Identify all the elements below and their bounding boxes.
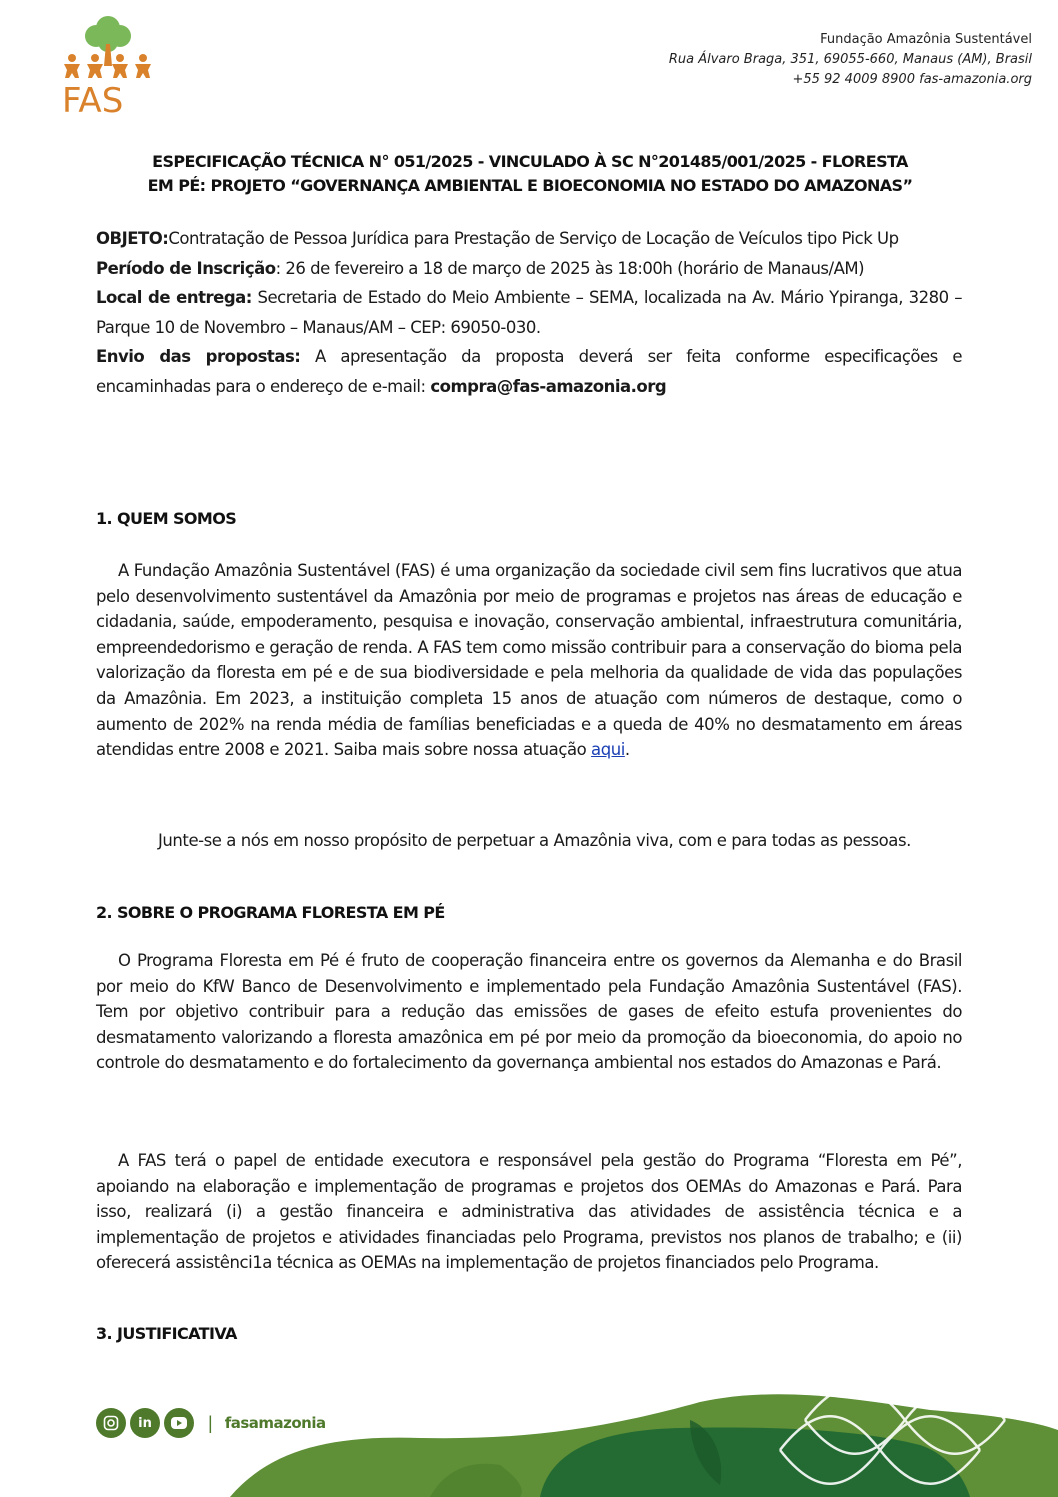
email-address: compra@fas-amazonia.org <box>430 376 667 396</box>
paragraph-programa-2: A FAS terá o papel de entidade executora e responsável pela gestão do Programa “Floresta em Pé”, apoiando na elaboração e implementação de programas e projetos dos OEMAs do Amazonas e Pará. Para isso, realizará (i) a gestão financeira e administrativa das atividades de assistência técnica e a implementação de projetos e atividades financiadas pelo Programa, previstos nos planos de trabalho; e (ii) oferecerá assistênci1a técnica as OEMAs na implementação de projetos financiados pelo Programa. <box>96 1151 962 1273</box>
footer-social <box>96 1408 326 1438</box>
svg-text:FAS: FAS <box>62 81 124 116</box>
fas-logo <box>60 8 160 116</box>
org-contact: +55 92 4009 8900 fas-amazonia.org <box>792 72 1032 87</box>
paragraph-quem-somos: A Fundação Amazônia Sustentável (FAS) é uma organização da sociedade civil sem fins lucrativos que atua pelo desenvolvimento sustentável da Amazônia por meio de programas e projetos nas áreas de educação e cidadania, saúde, empoderamento, pesquisa e inovação, conservação ambiental, infraestrutura comunitária, empreendedorismo e geração de renda. A FAS tem como missão contribuir para a conservação do bioma pela valorização da floresta em pé e de sua biodiversidade e pela melhoria da qualidade de vida das populações da Amazônia. Em 2023, a instituição completa 15 anos de atuação com números de destaque, como o aumento de 202% na renda média de famílias beneficiadas e a queda de 40% no desmatamento em áreas atendidas entre 2008 e 2021. Saiba mais sobre nossa atuação aqui. <box>96 561 962 760</box>
envio-field: Envio das propostas: A apresentação da proposta deverá ser feita conforme especificações e encaminhadas para o endereço de e-mail: compra@fas-amazonia.org <box>96 347 962 396</box>
instagram-icon[interactable] <box>96 1408 126 1438</box>
aqui-link[interactable]: aqui <box>591 740 625 760</box>
footer-forest-art <box>0 1390 1058 1497</box>
org-name: Fundação Amazônia Sustentável <box>820 32 1032 47</box>
title-line-2: EM PÉ: PROJETO “GOVERNANÇA AMBIENTAL E BIOECONOMIA NO ESTADO DO AMAZONAS” <box>147 176 913 195</box>
paragraph-programa-1: O Programa Floresta em Pé é fruto de cooperação financeira entre os governos da Alemanha e do Brasil por meio do KfW Banco de Desenvolvimento e implementado pela Fundação Amazônia Sustentável (FAS). Tem por objetivo contribuir para a redução das emissões de gases de efeito estufa provenientes do desmatamento valorizando a floresta amazônica em pé por meio da promoção da bioeconomia, do apoio no controle do desmatamento e do fortalecimento da governança ambiental nos estados do Amazonas e Pará. <box>96 951 962 1073</box>
periodo-field: Período de Inscrição: 26 de fevereiro a 18 de março de 2025 às 18:00h (horário de Manaus/AM) <box>96 258 865 278</box>
title-line-1: ESPECIFICAÇÃO TÉCNICA N° 051/2025 - VINCULADO À SC N°201485/001/2025 - FLORESTA <box>152 152 908 171</box>
section-heading-quem-somos: 1. QUEM SOMOS <box>96 509 237 528</box>
linkedin-icon[interactable]: in <box>130 1408 160 1438</box>
local-field: Local de entrega: Secretaria de Estado do Meio Ambiente – SEMA, localizada na Av. Mário Ypiranga, 3280 – Parque 10 de Novembro – Manaus/AM – CEP: 69050-030. <box>96 288 962 337</box>
document-title <box>90 150 970 198</box>
paragraph-junte-se: Junte-se a nós em nosso propósito de perpetuar a Amazônia viva, com e para todas as pessoas. <box>158 831 911 850</box>
section-heading-justificativa: 3. JUSTIFICATIVA <box>96 1324 237 1343</box>
objeto-field: OBJETO:Contratação de Pessoa Jurídica para Prestação de Serviço de Locação de Veículos tipo Pick Up <box>96 229 899 248</box>
youtube-icon[interactable] <box>164 1408 194 1438</box>
section-heading-programa: 2. SOBRE O PROGRAMA FLORESTA EM PÉ <box>96 903 445 922</box>
header-org-info <box>669 30 1032 90</box>
footer-separator: | <box>208 1412 213 1433</box>
footer-handle: fasamazonia <box>224 1414 326 1432</box>
org-address: Rua Álvaro Braga, 351, 69055-660, Manaus (AM), Brasil <box>668 52 1032 67</box>
spec-meta <box>96 224 962 401</box>
